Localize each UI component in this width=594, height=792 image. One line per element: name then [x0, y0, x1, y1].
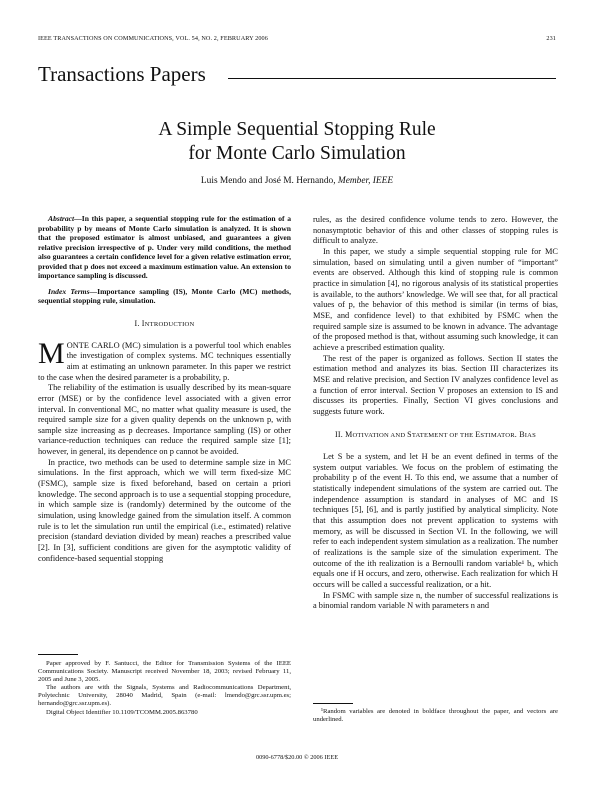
right-paragraph-2: In this paper, we study a simple sequential stopping rule for MC simulation, based on simulating until a given number of “important” events are observed. Although this kind of stopping rule is common practice in simulation [4], no rigorous analysis of its statistical properties is available, to the authors’ knowledge. We will see that, for all practical values of p, the behavior of this method is similar (in terms of bias, MSE, and confidence level) to that exhibited by FSMC when the required sample size is assumed to be known in advance. The advantage of the proposed method is that, without assuming such knowledge, it can achieve a prescribed estimation quality. [313, 246, 558, 352]
copyright-footer: 0090-6778/$20.00 © 2006 IEEE [255, 754, 339, 761]
section-banner [38, 62, 556, 86]
section-label: Transactions Papers [38, 62, 206, 86]
running-header [38, 35, 556, 42]
section-heading-introduction: I. INTRODUCTION [134, 318, 195, 328]
right-paragraph-1: rules, as the desired confidence volume tends to zero. However, the nonasymptotic behavior of this and other classes of stopping rules is difficult to analyze. [313, 215, 558, 246]
footnote-approval: Paper approved by F. Santucci, the Editor for Transmission Systems of the IEEE Communications Society. Manuscript received November 18, 2003; revised February 11, 2005 and June 3, 2005. [38, 660, 291, 684]
abstract-text: —In this paper, a sequential stopping rule for the estimation of a probability p by means of Monte Carlo simulation is analyzed. It is shown that the proposed estimator is almost unbiased, and guarantees a given relative precision irrespective of p. Under very mild conditions, the method also guarantees a certain confidence level for a given relative estimation error, provided that p does not exceed a maximum estimation value. An extension to importance sampling is discussed. [38, 214, 291, 281]
author-names: Luis Mendo and José M. Hernando, [200, 176, 336, 186]
title-line-1: A Simple Sequential Stopping Rule [158, 119, 436, 140]
footnote-rule-left [38, 654, 78, 655]
drop-cap: M [38, 336, 65, 370]
title-line-2: for Monte Carlo Simulation [188, 143, 406, 164]
section-heading-motivation: II. MOTIVATION AND STATEMENT OF THE ESTIMATOR. BIAS [335, 430, 536, 440]
left-footnotes [38, 660, 291, 717]
footnote-notation: ¹Random variables are denoted in boldface throughout the paper, and vectors are underlined. [313, 708, 558, 724]
intro-paragraph-1: MONTE CARLO (MC) simulation is a powerful tool which enables the investigation of complex systems. MC techniques essentially aim at estimating an unknown parameter. In this paper we restrict to the case when the desired parameter is a probability, p. [38, 336, 291, 382]
intro-paragraph-3: In practice, two methods can be used to determine sample size in MC simulations. In the first approach, which we will term fixed-size MC (FSMC), sample size is fixed beforehand, based on certain a priori knowledge. The second approach is to use a sequential stopping procedure, in which sample size is (randomly) determined by the outcome of the simulation, using knowledge gained from the simulation itself. A common rule is to let the simulation run until the empirical (i.e., estimated) relative precision (standard deviation divided by mean) reaches a prescribed value [2]. In [3], sufficient conditions are given for the asymptotic validity of confidence-based sequential stopping [38, 457, 291, 563]
page-number: 231 [546, 35, 556, 42]
abstract [38, 214, 291, 281]
abstract-label: Abstract [48, 214, 75, 223]
right-paragraph-5: In FSMC with sample size n, the number of successful realizations is a binomial random variable N with parameters n and [313, 590, 558, 611]
footnote-affiliation: The authors are with the Signals, Systems and Radiocommunications Department, Polytechnic University, 28040 Madrid, Spain (e-mail: lmendo@grc.ssr.upm.es; hernando@grc.ssr.upm.es). [38, 684, 291, 708]
index-terms-label: Index Terms [48, 286, 90, 296]
index-terms [38, 287, 291, 306]
intro-paragraph-2: The reliability of the estimation is usually described by its mean-square error (MSE) or by the confidence level associated with a given error interval. In conventional MC, no matter what quality measure is used, the required sample size for a given quality depends on the unknown p, with sample size increasing as p decreases. Importance sampling (IS) or other variance-reduction techniques can reduce the required sample size [1]; however, in general, its dependence on p cannot be avoided. [38, 383, 291, 457]
author-line [38, 176, 556, 186]
footnote-doi: Digital Object Identifier 10.1109/TCOMM.2005.863780 [46, 708, 198, 716]
paper-title [38, 118, 556, 166]
left-column [38, 214, 291, 564]
right-paragraph-3: The rest of the paper is organized as follows. Section II states the estimation method and analyzes its bias. Section III characterizes its MSE and relative precision, and Section IV analyzes confidence level as a function of error interval. Section V proposes an extension to IS and discusses its properties. Finally, Section VI gives conclusions and suggests future work. [313, 353, 558, 416]
right-footnote [313, 708, 558, 724]
journal-header: IEEE TRANSACTIONS ON COMMUNICATIONS, VOL. 54, NO. 2, FEBRUARY 2006 [38, 35, 268, 42]
right-paragraph-4: Let S be a system, and let H be an event defined in terms of the system output variables. We focus on the problem of estimating the probability p of the event H. To this end, we assume that a number of statistically independent simulations of the system are carried out. The independence assumption is standard in analyses of MC and IS techniques [5], [6], and is partly justified by analytical simplicity. Note that this assumption does not prevent application to systems with memory, as will be discussed in Section VI. In the following, we will refer to each independent system simulation as a realization. The number of realizations is the sample size of the simulation experiment. The outcome of the ith realization is a Bernoulli random variable¹ bᵢ, which equals one if H occurs, and zero, otherwise. Each realization for which H occurs will be called a successful realization, or a hit. [313, 452, 558, 589]
right-column [313, 215, 558, 612]
banner-rule [228, 78, 556, 79]
author-role: Member, IEEE [337, 176, 394, 186]
footnote-rule-right [313, 703, 353, 704]
index-terms-text: —Importance sampling (IS), Monte Carlo (MC) methods, sequential stopping rule, simulation. [38, 286, 291, 306]
